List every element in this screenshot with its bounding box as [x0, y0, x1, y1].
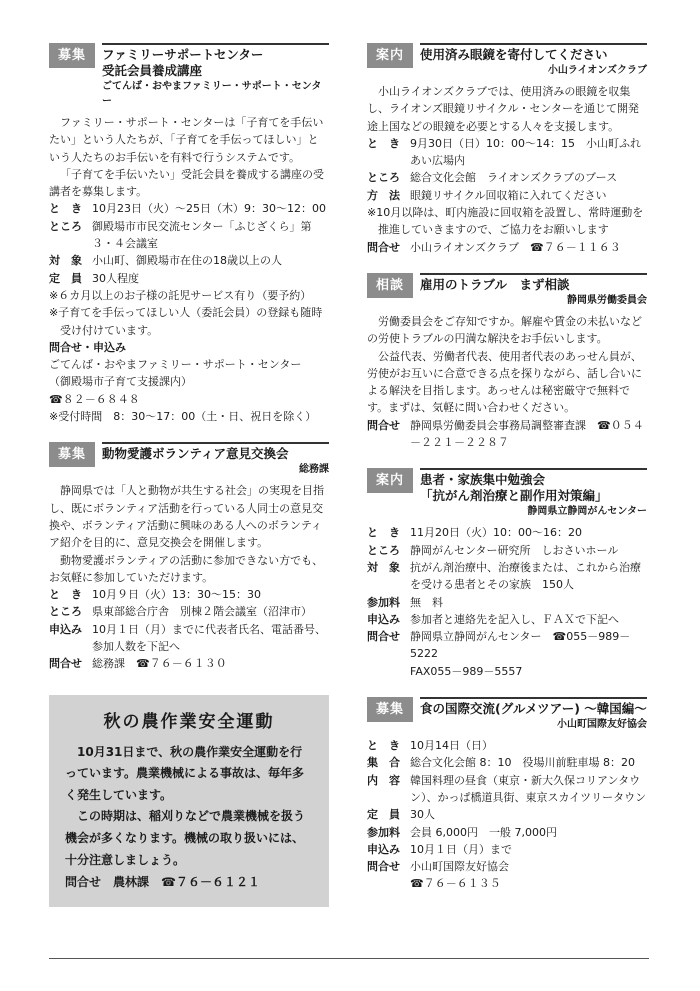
info-row-when [367, 737, 647, 754]
category-tag: 案内 [367, 43, 413, 68]
info-value: 11月20日（火）10：00～16：20 [410, 526, 582, 540]
info-label: 問合せ [49, 657, 82, 671]
info-value: 10月14日（日） [410, 739, 493, 753]
info-row-fee [367, 594, 647, 611]
article-title: 雇用のトラブル まず相談 [420, 276, 570, 292]
fax-number: FAX055－989－5557 [410, 664, 523, 678]
article-cancer-seminar [367, 468, 647, 680]
note: ※６カ月以上のお子様の託児サービス有り（要予約） [49, 288, 312, 302]
article-title-line2: 受託会員養成講座 [102, 63, 203, 78]
info-row-apply [49, 621, 329, 656]
category-tag: 案内 [367, 468, 413, 493]
info-row-contact [367, 417, 647, 452]
info-value: 参加者と連絡先を記入し、ＦＡＸで下記へ [410, 612, 619, 626]
info-label: 問合せ [367, 860, 400, 874]
article-heading [420, 273, 647, 308]
body-paragraph: 動物愛護ボランティアの活動に参加できない方でも、お気軽に参加していただけます。 [49, 553, 324, 584]
body-paragraph: 公益代表、労働者代表、使用者代表のあっせん員が、労使がお互いに合意できる点を探りながら、話し合いによる解決を目指します。あっせんは秘密厳守で無料です。まずは、気軽に問い合わせください。 [367, 349, 642, 415]
category-tag: 募集 [367, 697, 413, 722]
info-value: 小山町国際友好協会 [410, 860, 509, 874]
info-row-contact [367, 239, 647, 256]
contact-org: ごてんば・おやまファミリー・サポート・センター [49, 358, 302, 372]
article-animal-volunteer [49, 442, 329, 672]
info-row-when [367, 524, 647, 541]
info-row-fee [367, 824, 647, 841]
box-contact: 問合せ 農林課 ☎７６－６１２１ [65, 875, 260, 890]
category-tag: 募集 [49, 43, 95, 68]
article-organizer: 小山町国際友好協会 [557, 719, 647, 731]
article-heading [102, 43, 329, 109]
article-heading [420, 468, 647, 519]
info-value: 県東部総合庁舎 別棟２階会議室（沼津市） [92, 605, 312, 619]
right-column [367, 43, 647, 910]
info-row-contact [49, 655, 329, 672]
box-paragraph: この時期は、稲刈りなどで農業機械を扱う機会が多くなります。機械の取り扱いには、十分注意しましょう。 [65, 809, 306, 867]
info-row-content [367, 772, 647, 807]
info-label: 問合せ [367, 630, 400, 644]
info-row-contact [367, 628, 647, 663]
info-label: ところ [367, 171, 400, 185]
article-header [49, 442, 329, 477]
info-label: 問合せ [367, 240, 400, 254]
info-label: ところ [49, 219, 82, 233]
article-organizer: 静岡県労働委員会 [567, 294, 647, 306]
info-value: 30人程度 [92, 271, 139, 285]
info-label: 定 員 [49, 271, 82, 285]
article-heading [420, 697, 647, 732]
article-organizer: ごてんば・おやまファミリー・サポート・センター [102, 81, 322, 107]
info-row-when [49, 586, 329, 603]
page-bottom-rule [49, 958, 649, 959]
info-label: 内 容 [367, 773, 400, 787]
article-title: 患者・家族集中勉強会 [420, 472, 546, 488]
article-family-support [49, 43, 329, 425]
info-value: 30人 [410, 808, 435, 822]
box-title: 秋の農作業安全運動 [103, 711, 275, 732]
office-hours: ※受付時間 8：30～17：00（土・日、祝日を除く） [49, 410, 317, 424]
info-value: 会員 6,000円 一般 7,000円 [410, 825, 557, 839]
info-row-method [367, 187, 647, 204]
body-paragraph: ファミリー・サポート・センターは「子育てを手伝いたい」という人たちが、「子育てを手伝ってほしい」という人たちのお手伝いを有料で行うシステムです。 [49, 116, 324, 164]
info-row-fax [367, 663, 647, 680]
article-header [367, 697, 647, 732]
info-row-target [49, 252, 329, 269]
info-value: 静岡がんセンター研究所 しおさいホール [410, 543, 619, 557]
body-paragraph: 静岡県では「人と動物が共生する社会」の実現を目指し、既にボランティア活動を行っている人同士の意見交換や、ボランティア活動に興味のある人へのボランティア紹介を目的に、意見交換会を開催します。 [49, 484, 324, 550]
info-label: 申込み [367, 612, 400, 626]
article-header [367, 273, 647, 308]
info-value: 静岡県立静岡がんセンター ☎055－989－5222 [410, 630, 631, 661]
contact-phone: ☎８２－６８４８ [49, 392, 140, 406]
info-value: 眼鏡リサイクル回収箱に入れてください [410, 188, 607, 202]
article-labor-consult [367, 273, 647, 451]
article-header [49, 43, 329, 109]
box-paragraph: 10月31日まで、秋の農作業安全運動を行っています。農業機械による事故は、毎年多く発生しています。 [65, 744, 305, 802]
info-row-contact [367, 858, 647, 875]
note: ※10月以降は、町内施設に回収箱を設置し、常時運動を推進していきますので、ご協力をお願いします [367, 206, 644, 237]
article-organizer: 小山ライオンズクラブ [547, 65, 647, 76]
info-label: ところ [367, 543, 400, 557]
info-label: 方 法 [367, 188, 400, 202]
info-row-where [367, 169, 647, 186]
contact-dept: （御殿場市子育て支援課内） [49, 375, 192, 389]
category-tag: 相談 [367, 273, 413, 298]
info-label: 集 合 [367, 756, 400, 770]
article-title: ファミリーサポートセンター [102, 47, 264, 62]
info-value: 小山ライオンズクラブ ☎７６－１１６３ [410, 240, 621, 254]
body-paragraph: 「子育てを手伝いたい」受託会員を養成する講座の受講者を募集します。 [49, 167, 324, 199]
info-row-where [367, 542, 647, 559]
farm-safety-box [49, 695, 329, 908]
info-label: 申込み [49, 622, 82, 636]
info-label: と き [367, 526, 400, 540]
contact-label: 問合せ・申込み [49, 340, 126, 354]
contact-phone: ☎７６－６１３５ [410, 877, 501, 891]
info-value: 10月１日（月）までに代表者氏名、電話番号、参加人数を下記へ [92, 622, 326, 654]
info-value: 総務課 ☎７６－６１３０ [92, 657, 227, 671]
info-row-when [49, 200, 329, 217]
article-korea-tour [367, 697, 647, 893]
info-label: 対 象 [367, 560, 400, 574]
info-label: 問合せ [367, 418, 400, 432]
info-row-meet [367, 754, 647, 771]
info-label: と き [49, 588, 82, 602]
article-header [367, 43, 647, 78]
info-value: 10月23日（火）～25日（木）9：30～12：00 [92, 202, 326, 216]
info-label: 対 象 [49, 254, 82, 268]
info-value: 9月30日（日）10：00～14：15 小山町ふれあい広場内 [410, 136, 641, 168]
article-title: 使用済み眼鏡を寄付してください [420, 47, 608, 62]
article-title: 動物愛護ボランティア意見交換会 [102, 446, 289, 462]
info-row-where [49, 603, 329, 620]
info-label: 申込み [367, 842, 400, 856]
info-row-phone [367, 875, 647, 892]
info-value: 静岡県労働委員会事務局調整審査課 ☎０５４－２２１－２２８７ [410, 418, 644, 450]
info-value: 10月９日（火）13：30～15：30 [92, 588, 261, 602]
article-heading [102, 442, 329, 477]
info-value: 抗がん剤治療中、治療後または、これから治療を受ける患者とその家族 150人 [410, 560, 641, 592]
info-value: 小山町、御殿場市在住の18歳以上の人 [92, 254, 282, 268]
info-value: 総合文化会館 8：10 役場川前駐車場 8：20 [410, 756, 635, 770]
info-value: 10月１日（月）まで [410, 842, 512, 856]
category-tag: 募集 [49, 442, 95, 467]
article-glasses-donation [367, 43, 647, 256]
info-label: と き [367, 739, 400, 753]
body-paragraph: 小山ライオンズクラブでは、使用済みの眼鏡を収集し、ライオンズ眼鏡リサイクル・センターを通じて開発途上国などの眼鏡を必要とする人々を支援します。 [367, 85, 640, 133]
info-row-apply [367, 611, 647, 628]
article-title: 食の国際交流(グルメツアー) ～韓国編～ [420, 701, 647, 717]
info-label: 定 員 [367, 808, 400, 822]
article-header [367, 468, 647, 519]
info-row-capacity [367, 806, 647, 823]
info-label: ところ [49, 605, 82, 619]
info-value: 韓国料理の昼食（東京・新大久保コリアンタウン）、かっぱ橋道具街、東京スカイツリータウン [410, 773, 647, 804]
info-row-where [49, 218, 329, 253]
info-row-when [367, 135, 647, 170]
info-label: と き [49, 202, 82, 216]
info-row-capacity [49, 270, 329, 287]
info-label: 参加料 [367, 825, 400, 839]
left-column [49, 43, 329, 907]
article-title-line2: 「抗がん剤治療と副作用対策編」 [420, 488, 608, 504]
info-row-target [367, 559, 647, 594]
body-paragraph: 労働委員会をご存知ですか。解雇や賃金の未払いなどの労使トラブルの円満な解決をお手伝いします。 [367, 314, 642, 346]
article-organizer: 静岡県立静岡がんセンター [527, 506, 647, 518]
info-label: と き [367, 136, 400, 150]
article-heading [420, 43, 647, 78]
info-value: 御殿場市市民交流センター「ふじざくら」第３・４会議室 [92, 219, 312, 251]
note: ※子育てを手伝ってほしい人（委託会員）の登録も随時受け付けています。 [49, 306, 323, 337]
info-value: 無 料 [410, 595, 443, 609]
info-row-apply [367, 841, 647, 858]
info-value: 総合文化会館 ライオンズクラブのブース [410, 171, 618, 185]
info-label: 参加料 [367, 595, 400, 609]
article-organizer: 総務課 [299, 464, 329, 476]
